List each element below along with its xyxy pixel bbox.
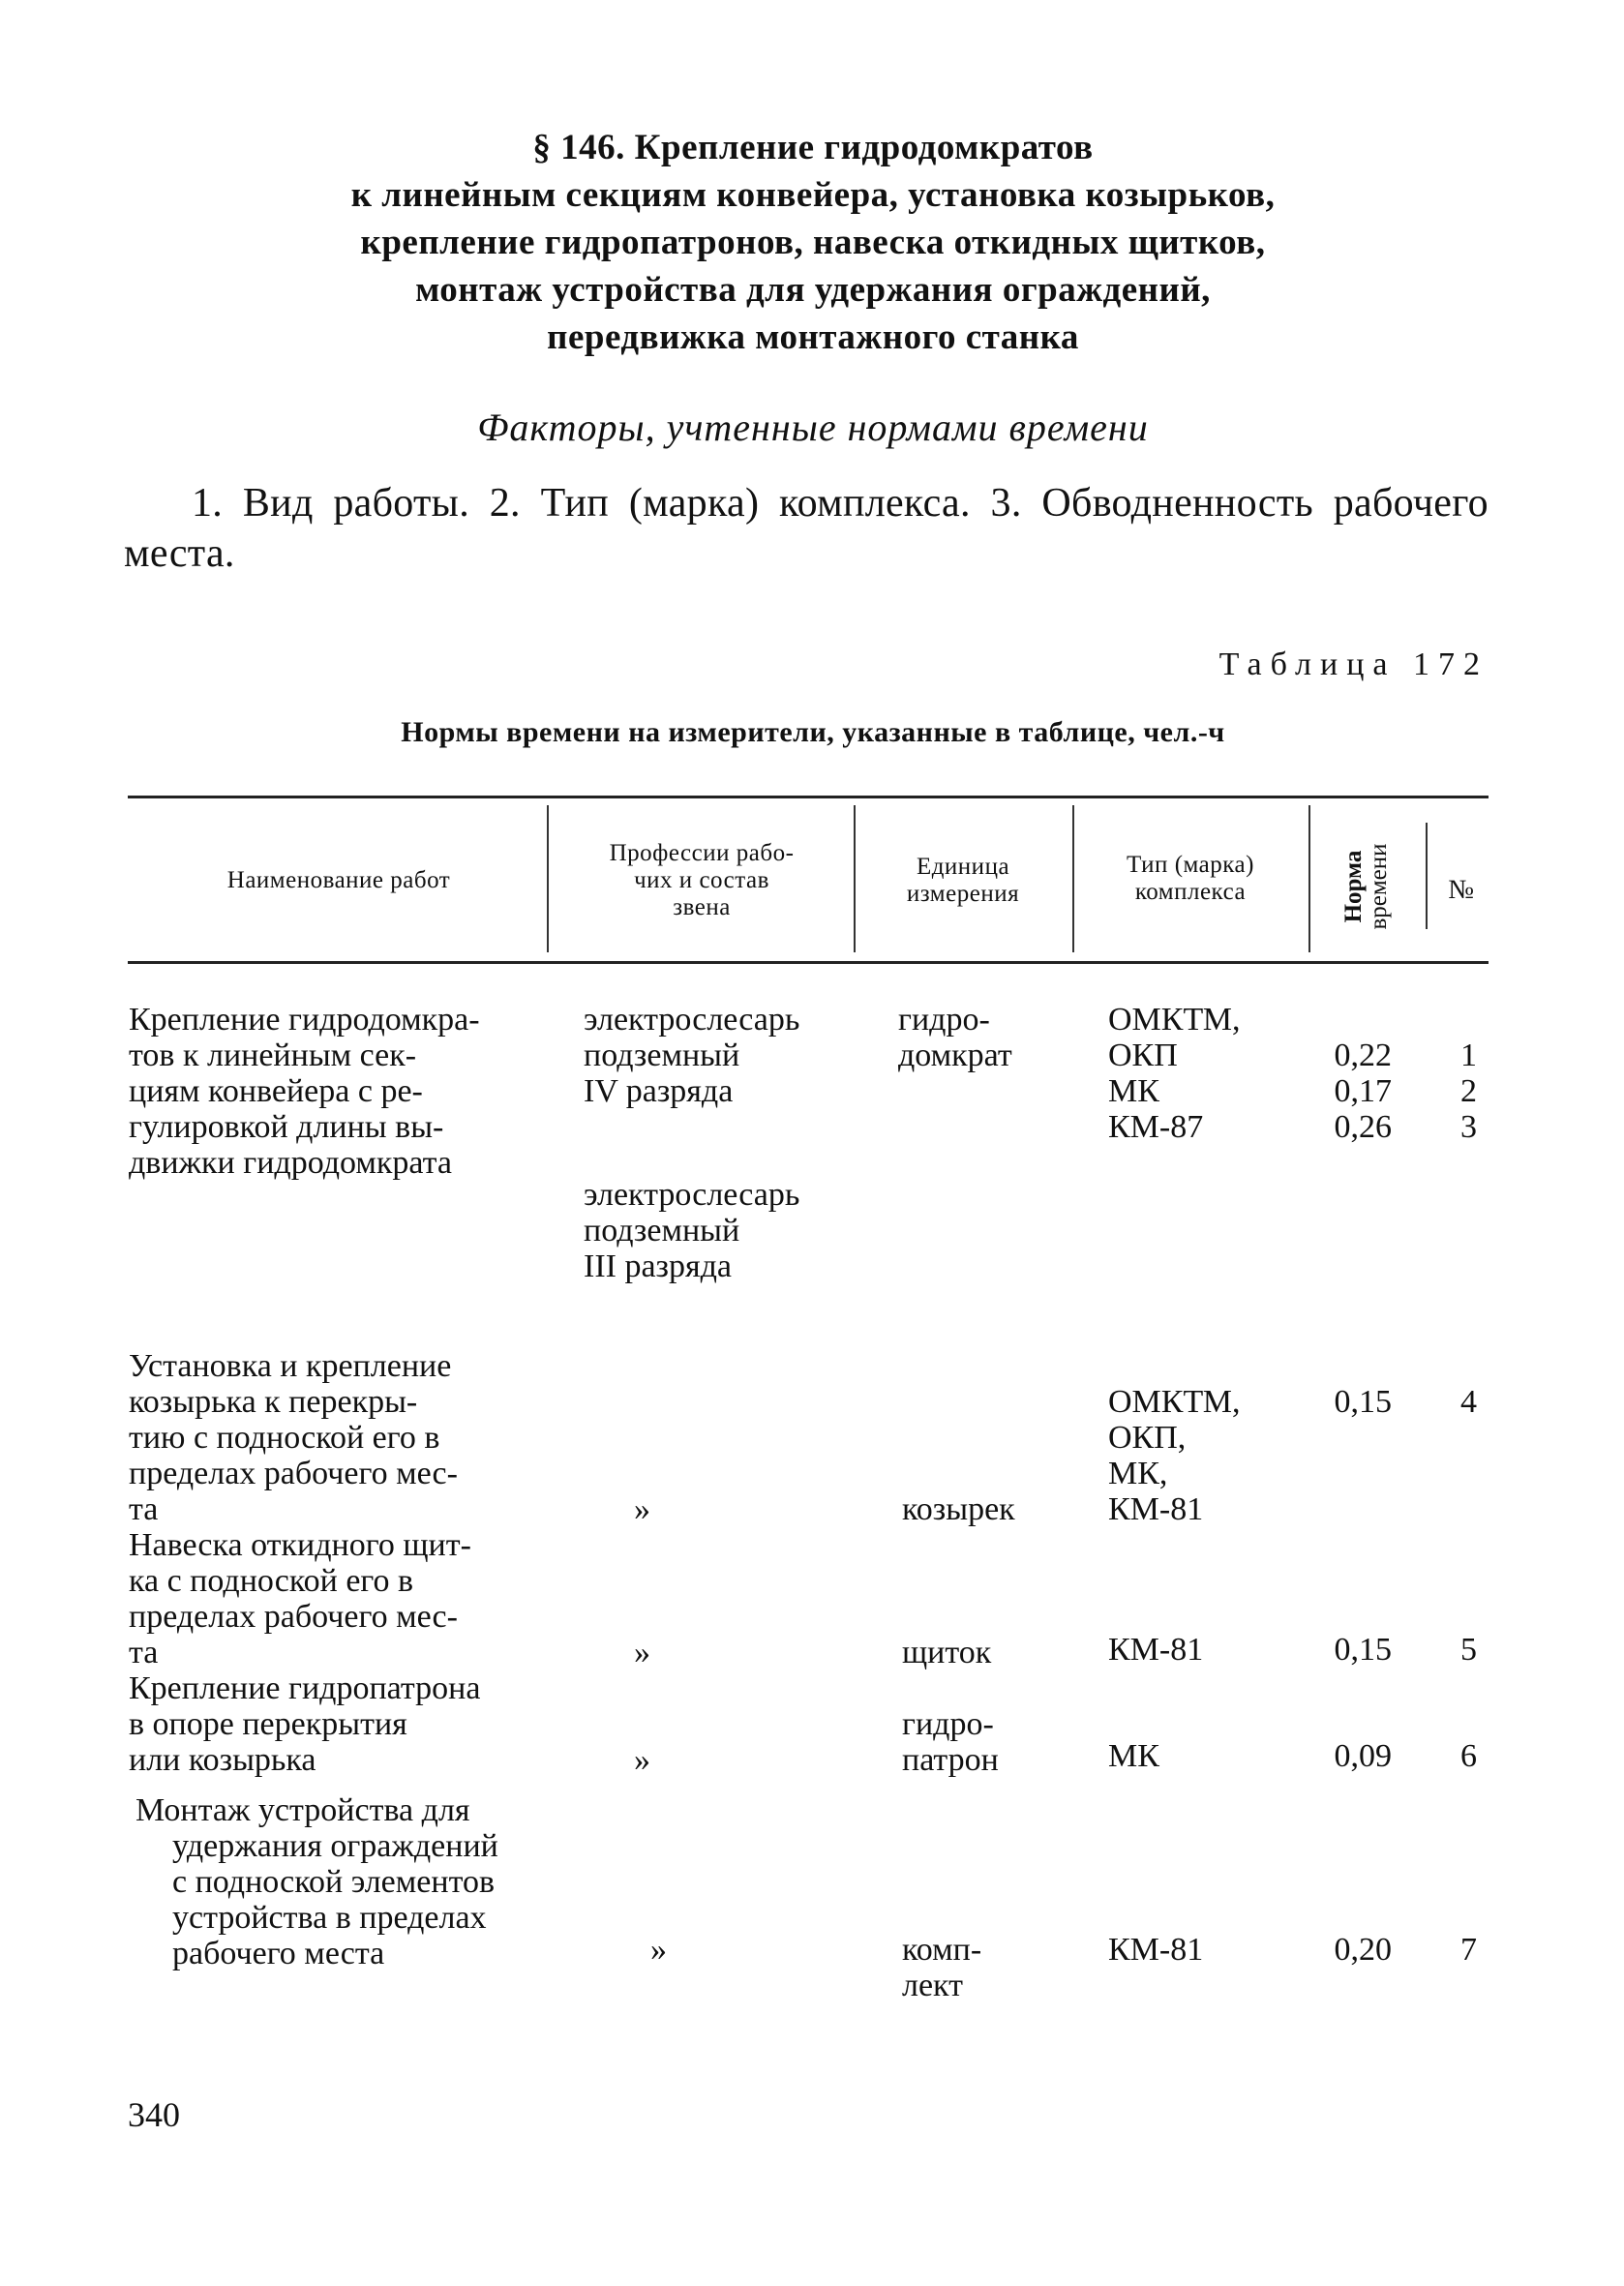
row-2-work: Установка и крепление козырька к перекры- тию с подноской его в пределах рабочего мес- та	[129, 1348, 458, 1527]
row-4-profession: »	[634, 1742, 650, 1778]
table-caption: Нормы времени на измерители, указанные в таблице, чел.-ч	[401, 716, 1225, 748]
factors-heading: Факторы, учтенные нормами времени	[477, 406, 1149, 449]
row-5-work: Монтаж устройства для удержания ограждений с подноской элементов устройства в пределах рабочего места	[135, 1792, 498, 1971]
row-3-number: 5	[1460, 1632, 1477, 1668]
header-divider	[1072, 805, 1074, 952]
header-divider	[1308, 805, 1310, 952]
row-3-type: КМ-81	[1108, 1632, 1204, 1668]
table-top-rule	[128, 796, 1489, 798]
row-4-type: МК	[1108, 1738, 1159, 1774]
row-5-type: КМ-81	[1108, 1932, 1204, 1968]
row-4-norm: 0,09	[1334, 1738, 1392, 1774]
row-3-norm: 0,15	[1334, 1632, 1392, 1668]
row-4-number: 6	[1460, 1738, 1477, 1774]
header-type: Тип (марка) комплекса	[1127, 852, 1254, 905]
row-1-profession-2: электрослесарь подземный III разряда	[584, 1177, 800, 1284]
header-divider	[1426, 823, 1428, 929]
title-line: § 146. Крепление гидродомкратов	[532, 128, 1094, 167]
row-4-work: Крепление гидропатрона в опоре перекрытия или козырька	[129, 1670, 481, 1778]
row-5-unit: комп- лект	[902, 1932, 982, 2003]
title-line: передвижка монтажного станка	[547, 317, 1079, 357]
row-3-unit: щиток	[902, 1635, 992, 1670]
table-header-rule	[128, 961, 1489, 964]
row-5-norm: 0,20	[1334, 1932, 1392, 1968]
table-label: Таблица 172	[1218, 647, 1489, 682]
header-norm: Норма времени	[1340, 843, 1392, 930]
header-work: Наименование работ	[226, 867, 451, 893]
header-profession: Профессии рабо- чих и состав звена	[609, 840, 795, 920]
row-2-unit: козырек	[902, 1491, 1015, 1527]
row-1-norms: 0,22 0,17 0,26	[1334, 1038, 1392, 1145]
row-3-profession: »	[634, 1635, 650, 1670]
row-5-profession: »	[650, 1932, 667, 1968]
title-line: монтаж устройства для удержания ограждений,	[415, 270, 1211, 310]
row-1-profession: электрослесарь подземный IV разряда	[584, 1002, 800, 1109]
page-number: 340	[128, 2095, 180, 2134]
section-title	[194, 124, 1432, 361]
factors-text: 1. Вид работы. 2. Тип (марка) комплекса. 3. Обводненность рабочего места.	[124, 481, 1489, 576]
header-divider	[547, 805, 549, 952]
row-1-work: Крепление гидродомкра- тов к линейным сек- циям конвейера с ре- гулировкой длины вы- движки гидродомкрата	[129, 1002, 480, 1181]
row-2-profession: »	[634, 1491, 650, 1527]
row-2-norm: 0,15	[1334, 1384, 1392, 1420]
header-divider	[854, 805, 856, 952]
row-1-unit: гидро- домкрат	[898, 1002, 1012, 1073]
row-2-number: 4	[1460, 1384, 1477, 1420]
title-line: к линейным секциям конвейера, установка козырьков,	[350, 175, 1276, 215]
row-4-unit: гидро- патрон	[902, 1706, 999, 1778]
row-1-type: ОМКТМ, ОКП МК КМ-87	[1108, 1002, 1241, 1145]
header-number: №	[1448, 875, 1475, 905]
row-5-number: 7	[1460, 1932, 1477, 1968]
row-1-numbers: 1 2 3	[1460, 1038, 1477, 1145]
header-unit: Единица измерения	[906, 854, 1020, 907]
title-line: крепление гидропатронов, навеска откидных щитков,	[360, 223, 1266, 262]
row-3-work: Навеска откидного щит- ка с подноской его в пределах рабочего мес- та	[129, 1527, 471, 1670]
row-2-type: ОМКТМ, ОКП, МК, КМ-81	[1108, 1384, 1241, 1527]
